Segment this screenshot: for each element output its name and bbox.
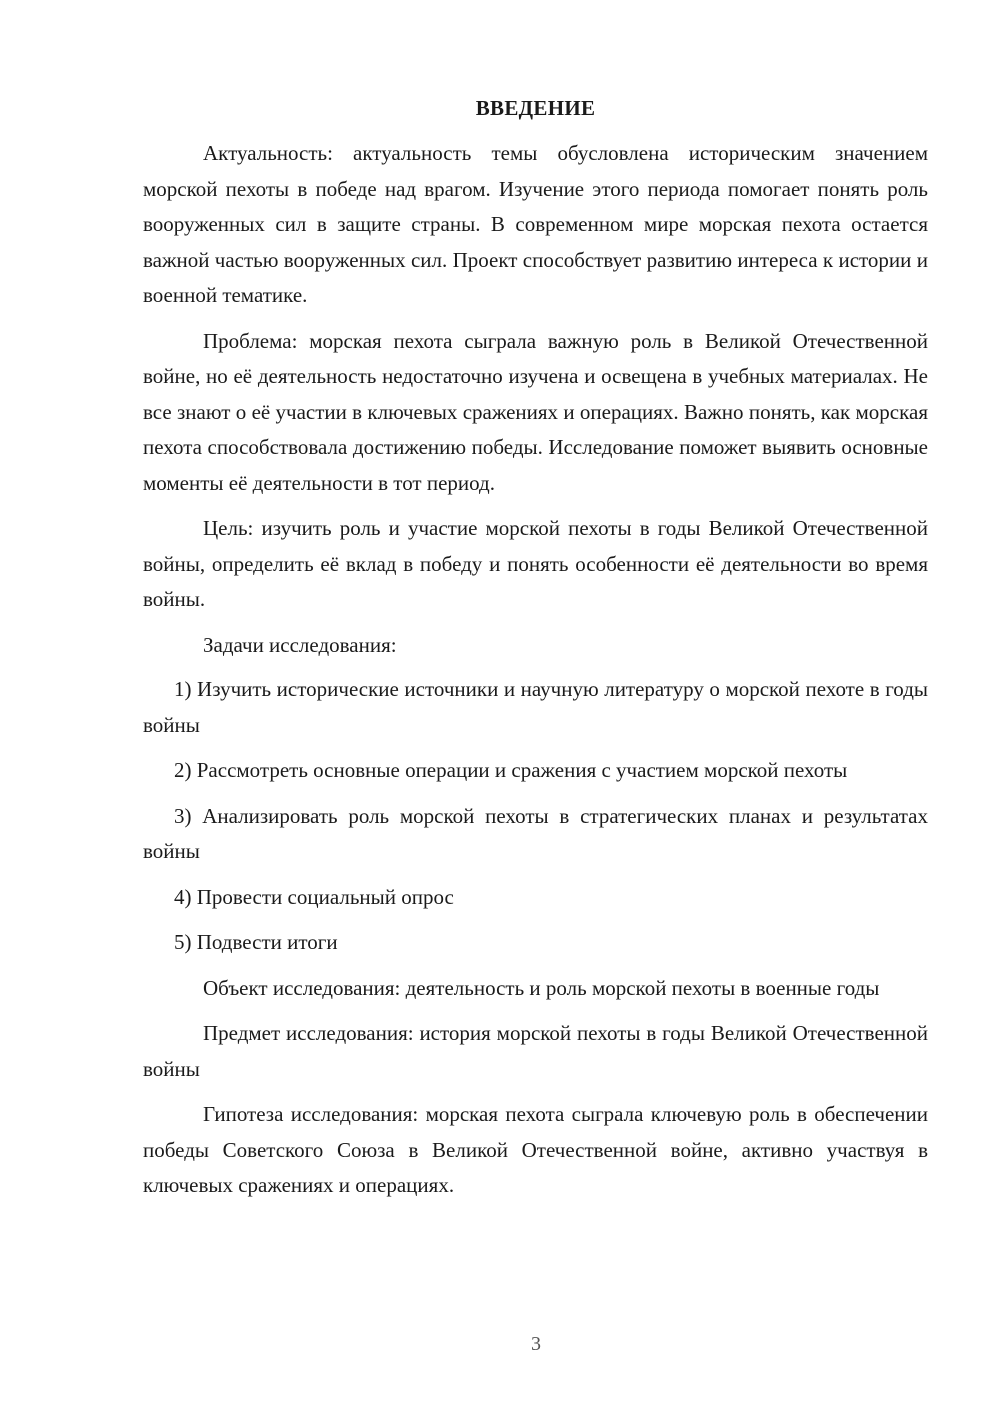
object-paragraph: Объект исследования: деятельность и роль морской пехоты в военные годы xyxy=(203,975,880,1000)
relevance-paragraph: Актуальность: актуальность темы обусловлена историческим значением морской пехоты в победе над врагом. Изучение этого периода помогает понять роль вооруженных сил в защите страны. В современном мире морская пехота остается важной частью вооруженных сил. Проект способствует развитию интереса к истории и военной тематике. xyxy=(143,141,928,307)
goal-paragraph: Цель: изучить роль и участие морской пехоты в годы Великой Отечественной войны, определить её вклад в победу и понять особенности её деятельности во время войны. xyxy=(143,516,928,611)
subject-paragraph: Предмет исследования: история морской пехоты в годы Великой Отечественной войны xyxy=(143,1021,928,1081)
section-title: ВВЕДЕНИЕ xyxy=(475,96,596,120)
task-item: 5) Подвести итоги xyxy=(174,930,338,954)
tasks-heading: Задачи исследования: xyxy=(203,632,397,657)
tasks-list xyxy=(143,672,928,961)
task-item: 4) Провести социальный опрос xyxy=(174,884,454,909)
document-page xyxy=(143,92,928,1214)
task-item: 2) Рассмотреть основные операции и сражения с участием морской пехоты xyxy=(174,758,848,782)
task-item: 3) Анализировать роль морской пехоты в стратегических планах и результатах войны xyxy=(143,803,928,863)
page-number: 3 xyxy=(531,1333,541,1355)
hypothesis-paragraph: Гипотеза исследования: морская пехота сыграла ключевую роль в обеспечении победы Советского Союза в Великой Отечественной войне, активно участвуя в ключевых сражениях и операциях. xyxy=(143,1102,928,1197)
problem-paragraph: Проблема: морская пехота сыграла важную роль в Великой Отечественной войне, но её деятельность недостаточно изучена и освещена в учебных материалах. Не все знают о её участии в ключевых сражениях и операциях. Важно понять, как морская пехота способствовала достижению победы. Исследование поможет выявить основные моменты её деятельности в тот период. xyxy=(143,328,928,495)
task-item: 1) Изучить исторические источники и научную литературу о морской пехоте в годы войны xyxy=(143,677,928,737)
